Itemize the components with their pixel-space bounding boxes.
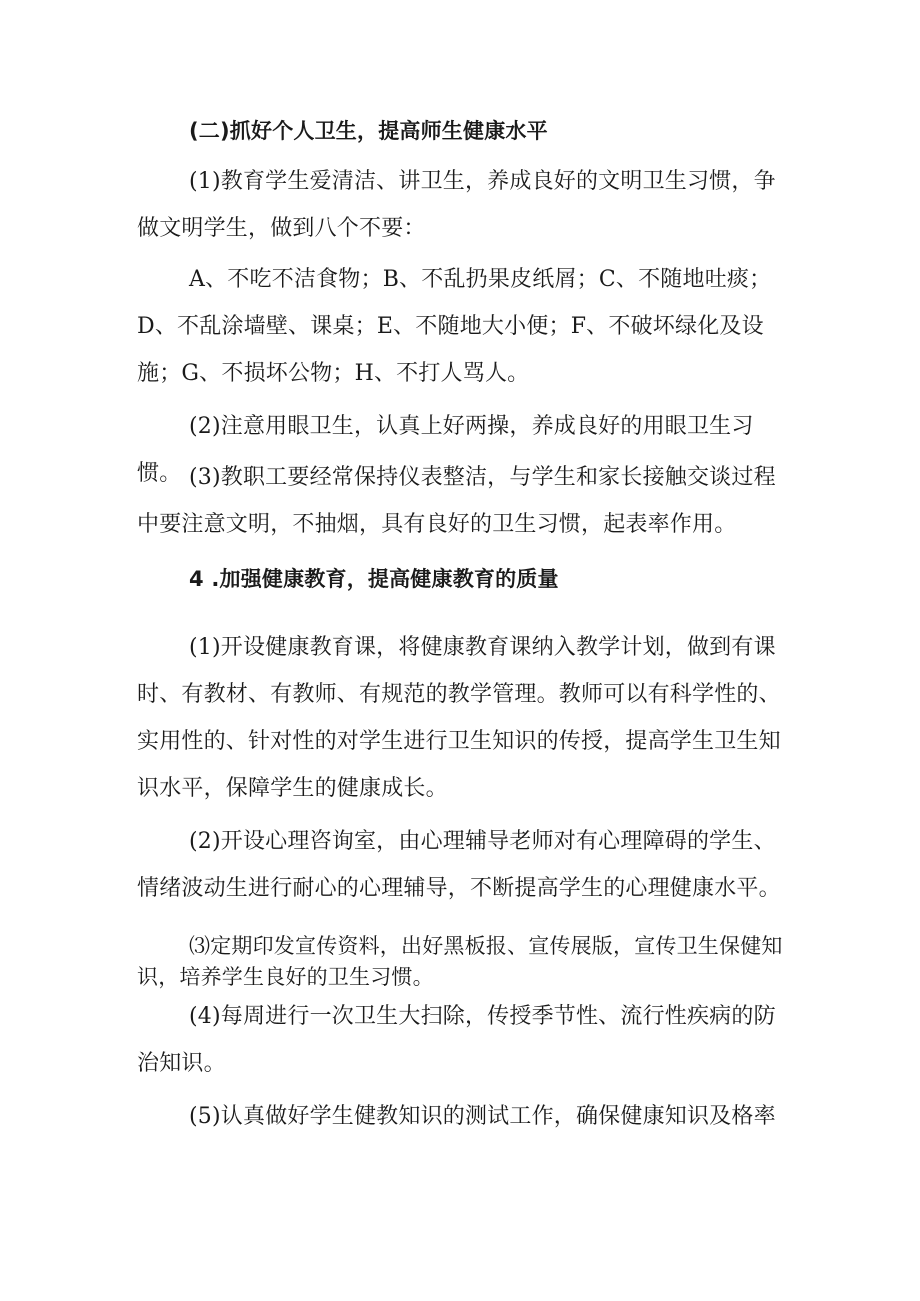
paragraph-education-hygiene: (1)教育学生爱清洁、讲卫生，养成良好的文明卫生习惯，争做文明学生，做到八个不要：	[137, 169, 776, 241]
paragraph-publicity-materials: ⑶定期印发宣传资料，出好黑板报、宣传展版，宣传卫生保健知识，培养学生良好的卫生习惯。	[137, 934, 783, 989]
paragraph-knowledge-testing: (5)认真做好学生健教知识的测试工作，确保健康知识及格率	[189, 1104, 776, 1129]
section-heading-health-education: 4 .加强健康教育，提高健康教育的质量	[189, 567, 559, 591]
paragraph-eye-hygiene: (2)注意用眼卫生，认真上好两操，养成良好的用眼卫生习惯。	[137, 414, 754, 486]
paragraph-eight-rules: A、不吃不洁食物；B、不乱扔果皮纸屑；C、不随地吐痰；D、不乱涂墙壁、课桌；E、不随地大小便；F、不破坏绿化及设施；G、不损坏公物；H、不打人骂人。	[137, 267, 772, 386]
paragraph-weekly-cleaning: (4)每周进行一次卫生大扫除，传授季节性、流行性疾病的防治知识。	[137, 1004, 776, 1076]
section-heading-personal-hygiene: (二)抓好个人卫生，提高师生健康水平	[189, 119, 548, 143]
paragraph-counseling-room: (2)开设心理咨询室，由心理辅导老师对有心理障碍的学生、情绪波动生进行耐心的心理辅导，不断提高学生的心理健康水平。	[137, 829, 781, 901]
paragraph-staff-appearance: (3)教职工要经常保持仪表整洁，与学生和家长接触交谈过程中要注意文明，不抽烟，具有良好的卫生习惯，起表率作用。	[137, 465, 776, 537]
paragraph-health-course: (1)开设健康教育课，将健康教育课纳入教学计划，做到有课时、有教材、有教师、有规范的教学管理。教师可以有科学性的、实用性的、针对性的对学生进行卫生知识的传授，提高学生卫生知识水平，保障学生的健康成长。	[137, 635, 781, 801]
